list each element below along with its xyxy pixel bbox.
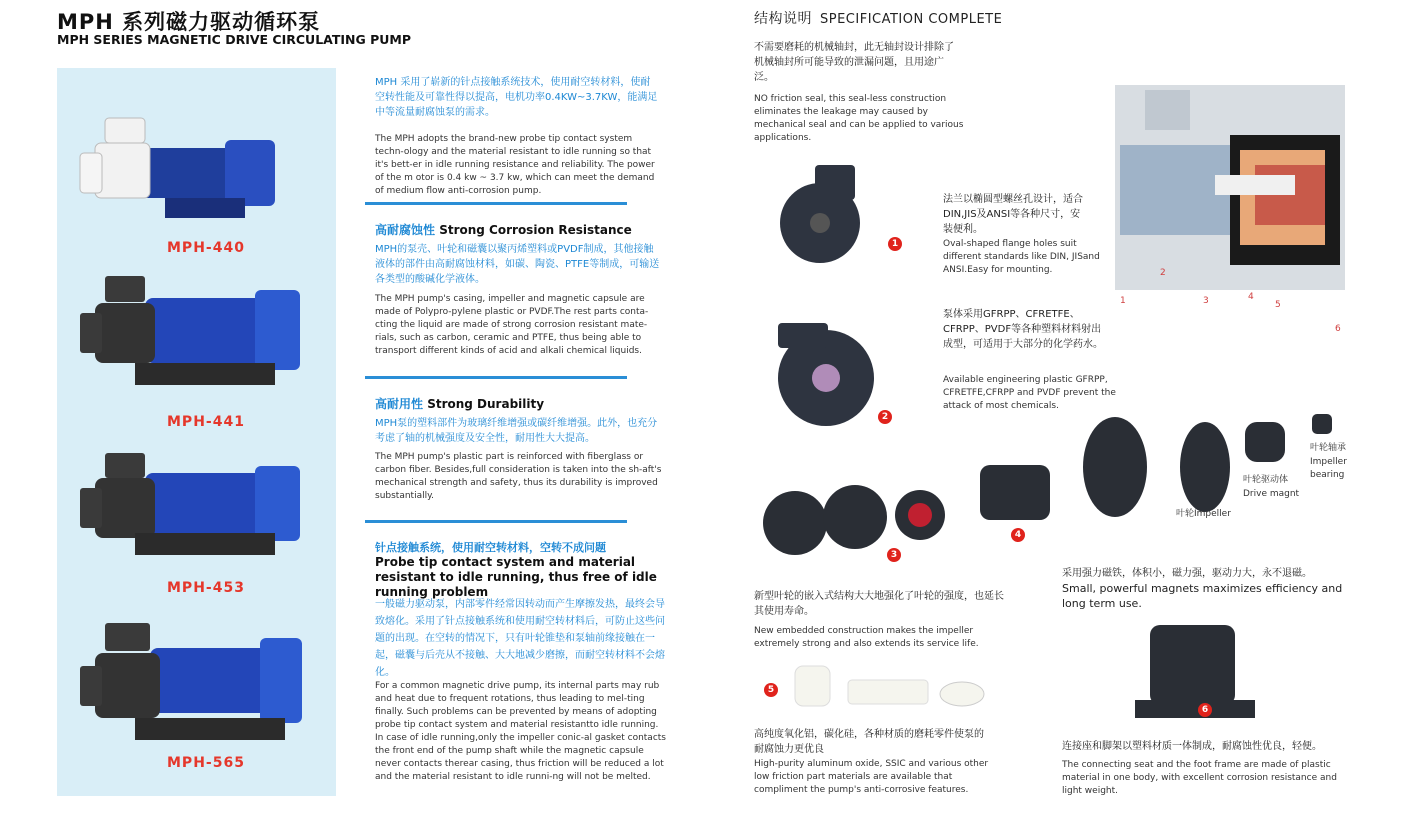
magnet-desc-cn: 采用强力磁铁，体积小，磁力强，驱动力大，永不退磁。 bbox=[1062, 568, 1312, 579]
spec-title-cn: 结构说明 bbox=[754, 11, 812, 27]
section-heading bbox=[375, 395, 660, 412]
section-divider bbox=[365, 520, 627, 523]
section-heading-en: Strong Corrosion Resistance bbox=[439, 223, 632, 237]
model-label: MPH-453 bbox=[167, 580, 245, 596]
impeller-label: 叶轮Impeller bbox=[1176, 509, 1231, 519]
spec-intro-cn: 不需要磨耗的机械轴封，此无轴封设计排除了机械轴封所可能导致的泄漏问题，且用途广泛。 bbox=[754, 42, 954, 83]
part-badge: 4 bbox=[1011, 528, 1025, 542]
pump-body-image bbox=[768, 318, 888, 433]
section-divider bbox=[365, 376, 627, 379]
bearing-label-en: Impeller bbox=[1310, 457, 1347, 467]
spec-title-en: SPECIFICATION COMPLETE bbox=[820, 12, 1003, 27]
ceramic-parts-image bbox=[790, 662, 990, 712]
body-desc-en: Available engineering plastic GFRPP, CFRETFE,CFRPP and PVDF prevent the attack of most chemicals. bbox=[943, 375, 1116, 411]
ceramic-desc-cn: 高纯度氧化铝，碳化硅，各种材质的磨耗零件使泵的耐腐蚀力更优良 bbox=[754, 729, 984, 755]
magnet-desc-en: Small, powerful magnets maximizes efficiency and long term use. bbox=[1062, 582, 1343, 610]
pump-cross-section-diagram bbox=[1115, 75, 1350, 335]
part-badge: 5 bbox=[764, 683, 778, 697]
diagram-number: 6 bbox=[1335, 324, 1341, 334]
spec-title bbox=[754, 8, 1002, 28]
section-heading-cn: 高耐腐蚀性 bbox=[375, 223, 436, 237]
diagram-number: 5 bbox=[1275, 300, 1281, 310]
frame-desc-en: The connecting seat and the foot frame are made of plastic material in one body, with excellent corrosion resistance and light weight. bbox=[1062, 760, 1337, 796]
spec-intro-en: NO friction seal, this seal-less construction eliminates the leakage may caused by mechanical seal and can be applied to various applications. bbox=[754, 94, 964, 143]
pump-image-mph453 bbox=[75, 448, 315, 578]
diagram-number: 4 bbox=[1248, 292, 1254, 302]
drive-magnet-label-en: Drive magnt bbox=[1243, 489, 1300, 499]
impeller-parts-image bbox=[760, 455, 1060, 565]
section-body-cn: MPH的泵壳、叶轮和磁囊以聚丙烯塑料或PVDF制成，其他接触液体的部件由高耐腐蚀材料，如碳、陶瓷、PTFE等制成，可输送各类型的酸碱化学液体。 bbox=[375, 244, 660, 285]
impeller-desc-cn: 新型叶轮的嵌入式结构大大地强化了叶轮的强度，也延长其使用寿命。 bbox=[754, 591, 1004, 617]
section-heading-en: Probe tip contact system and material resistant to idle running, thus free of idle running problem bbox=[375, 555, 657, 599]
model-label: MPH-440 bbox=[167, 240, 245, 256]
flange-desc-en: Oval-shaped flange holes suit different standards like DIN, JISand ANSI.Easy for mounting. bbox=[943, 239, 1100, 275]
pump-image-mph440 bbox=[75, 98, 315, 228]
frame-desc-cn: 连接座和脚架以塑料材质一体制成，耐腐蚀性优良，轻便。 bbox=[1062, 741, 1322, 752]
pump-image-mph441 bbox=[75, 268, 315, 398]
front-casing-image bbox=[770, 165, 880, 265]
intro-en: The MPH adopts the brand-new probe tip contact system techn-ology and the material resistant to idle running so that it's bett-er in idle running resistance and reliability. The power of the m otor is 0.4 kw ~ 3.7 kw, which can meet the demand of medium flow anti-corrosion pump. bbox=[375, 134, 655, 196]
diagram-number: 1 bbox=[1120, 296, 1126, 306]
section-divider bbox=[365, 202, 627, 205]
part-badge: 3 bbox=[887, 548, 901, 562]
diagram-number: 2 bbox=[1160, 268, 1166, 278]
impeller-desc-en: New embedded construction makes the impeller extremely strong and also extends its service life. bbox=[754, 626, 979, 649]
pump-image-mph565 bbox=[75, 618, 315, 758]
part-badge: 1 bbox=[888, 237, 902, 251]
section-heading bbox=[375, 221, 660, 238]
section-heading-en: Strong Durability bbox=[427, 397, 545, 411]
bearing-label-cn: 叶轮轴承 bbox=[1310, 443, 1347, 453]
intro-cn: MPH 采用了崭新的针点接触系统技术，使用耐空转材料，使耐空转性能及可靠性得以提高，电机功率0.4KW~3.7KW，能满足中等流量耐腐蚀泵的需求。 bbox=[375, 77, 658, 118]
model-label: MPH-565 bbox=[167, 755, 245, 771]
section-heading-cn: 高耐用性 bbox=[375, 397, 424, 411]
section-heading-cn: 针点接触系统，使用耐空转材料，空转不成问题 bbox=[375, 541, 606, 554]
section-body-en: For a common magnetic drive pump, its internal parts may rub and heat due to frequent rotations, thus leading to mel-ting finally. Such problems can be prevented by means of adopting probe tip contact system and material resistantto idle running. In case of idle running,only the impeller conic-al gasket contacts the front end of the pump shaft while the magnetic capsule never contacts therear casing, thus friction will be reduced a lot and the material resistant to idle runni-ng will not be melted. bbox=[375, 681, 666, 782]
diagram-number: 3 bbox=[1203, 296, 1209, 306]
flange-desc-cn: 法兰以椭圆型螺丝孔设计，适合DIN,JIS及ANSI等各种尺寸，安装便利。 bbox=[943, 194, 1083, 235]
product-panel bbox=[57, 68, 336, 796]
section-body-en: The MPH pump's casing, impeller and magnetic capsule are made of Polypro-pylene plastic or PVDF.The rest parts conta-cting the liquid are made of strong corrosion resistant mate-rials, such as carbon, ceramic and PTFE, thus being able to transport different kinds of acid and alkali chemical liquids. bbox=[375, 294, 649, 356]
section-body-cn: MPH泵的塑料部件为玻璃纤维增强或碳纤维增强。此外，也充分考虑了轴的机械强度及安全性，耐用性大大提高。 bbox=[375, 418, 658, 444]
body-desc-cn: 泵体采用GFRPP、CFRETFE、CFRPP、PVDF等各种塑料材料射出成型，可适用于大部分的化学药水。 bbox=[943, 309, 1103, 350]
bearing-label-en: bearing bbox=[1310, 470, 1345, 480]
section-body-en: The MPH pump's plastic part is reinforced with fiberglass or carbon fiber. Besides,full consideration is taken into the sh-aft's mechanical strength and safety, thus its durability is improved substantially. bbox=[375, 452, 662, 501]
page-title-cn: MPH 系列磁力驱动循环泵 bbox=[57, 10, 321, 34]
section-body-cn: 一般磁力驱动泵，内部零件经常因转动而产生摩擦发热，最终会导致熔化。采用了针点接触系统和使用耐空转材料后，可防止这些问题的出现。在空转的情况下，只有叶轮锥垫和泵轴前缘接触在一起，磁囊与后壳从不接触、大大地减少磨擦，而耐空转材料不会熔化。 bbox=[375, 599, 665, 678]
drive-magnet-label-cn: 叶轮驱动体 bbox=[1243, 475, 1289, 485]
part-badge: 2 bbox=[878, 410, 892, 424]
model-label: MPH-441 bbox=[167, 414, 245, 430]
section-heading bbox=[375, 540, 670, 600]
part-badge: 6 bbox=[1198, 703, 1212, 717]
page-title-en: MPH SERIES MAGNETIC DRIVE CIRCULATING PUMP bbox=[57, 32, 412, 47]
ceramic-desc-en: High-purity aluminum oxide, SSIC and various other low friction part materials are available that compliment the pump's anti-corrosive features. bbox=[754, 759, 989, 795]
